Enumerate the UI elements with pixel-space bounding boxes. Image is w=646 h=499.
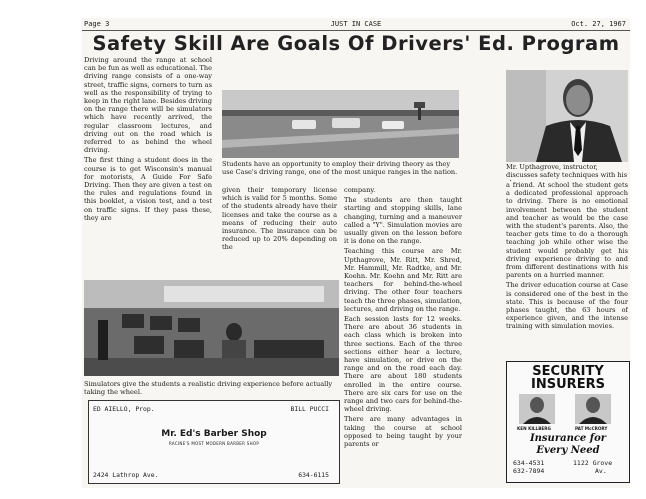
article-column-1 xyxy=(84,56,212,278)
ad-slogan-line-2: Every Need xyxy=(536,445,600,456)
headline: Safety Skill Are Goals Of Drivers' Ed. Program xyxy=(92,32,620,55)
article-paragraph: The driver education course at Case is considered one of the best in the state. This is because of the four phases taught, the 63 hours of experience given, and the intense training with simulation movies. xyxy=(506,281,628,331)
agent-photo xyxy=(519,394,555,424)
agent-name: KEN KILLBERG xyxy=(517,426,551,431)
ad-tagline: RACINE'S MOST MODERN BARBER SHOP xyxy=(168,441,260,446)
ad-phone: 634-4531 xyxy=(513,459,545,467)
newspaper-page xyxy=(82,18,630,488)
article-paragraph: Teaching this course are Mr. Upthagrove, Mr. Ritt, Mr. Shred, Mr. Hammill, Mr. Radtke, and Mr. Koehn. Mr. Koehn and Mr. Ritt are teachers for behind-the-wheel driving. The other four teachers teach the three phases, simulation, lectures, and driving on the range. xyxy=(344,247,462,313)
article-paragraph: The students are then taught starting and stopping skills, lane changing, turning and a maneuver called a "Y". Simulation movies are usually given on the lesson before it is done on the range. xyxy=(344,196,462,246)
page-header xyxy=(82,18,630,31)
photo-caption: Simulators give the students a realistic driving experience before actually taking the wheel. xyxy=(84,380,333,397)
instructor-photo xyxy=(506,70,628,162)
ad-partner: BILL PUCCI xyxy=(290,405,329,413)
ad-slogan-line-1: Insurance for xyxy=(529,433,607,444)
ad-title-line-1: SECURITY xyxy=(532,364,604,379)
article-paragraph: company. xyxy=(344,186,376,194)
newspaper-name: JUST IN CASE xyxy=(330,20,382,28)
insurance-ad xyxy=(506,361,630,483)
driving-range-photo xyxy=(222,90,459,158)
article-paragraph: There are many advantages in taking the course at school opposed to being taught by your parents or xyxy=(344,415,462,449)
ad-address: 2424 Lathrop Ave. xyxy=(93,471,159,479)
article-paragraph: Driving around the range at school can be fun as well as educational. The driving range consists of a one-way street, traffic signs, corners to turn as well as the responsibility of trying to keep in the right lane. Besides driving on the range there will be simulators which have recently arrived, the regular classroom lectures, and driving out on the road which is referred to as behind the wheel driving. xyxy=(84,56,212,155)
barber-shop-ad xyxy=(88,400,340,484)
ad-address: 1122 Grove xyxy=(573,459,613,467)
article-paragraph: Each session lasts for 12 weeks. There are about 36 students in each class which is broken into three sections. Each of the three sections either hear a lecture, have simulation, or drive on the range and on the road each day. There are about 180 students enrolled in the entire course. There are six cars for use on the range and two cars for behind-the-wheel driving. xyxy=(344,315,462,414)
article-paragraph: a friend. At school the student gets a dedicated professional approach to driving. There is no emotional involvement between the student and teacher as would be the case with the student's parents. Also, the teacher gets time to do a thorough teaching job while other wise the student would probably get his driving experience driving to and from different destinations with his parents on a hurried manner. xyxy=(506,181,628,280)
agent-photo xyxy=(575,394,611,424)
article-column-3 xyxy=(344,186,462,478)
ad-title-line-2: INSURERS xyxy=(531,377,605,392)
article-column-2: given their temporary license which is valid for 5 months. Some of the students already have their licenses and take the course as a means of reducing their auto insurance. The insurance can be reduced up to 20% depending on the xyxy=(222,186,337,252)
simulators-photo xyxy=(84,280,339,376)
ad-owner: ED AIELLO, Prop. xyxy=(93,405,155,413)
article-column-4 xyxy=(506,181,628,361)
issue-date: Oct. 27, 1967 xyxy=(571,20,626,28)
page-number: Page 3 xyxy=(84,20,110,28)
photo-caption: Mr. Upthagrove, instructor, discusses safety techniques with his xyxy=(506,163,628,180)
ad-phone: 634-6115 xyxy=(298,471,329,479)
article-paragraph: The first thing a student does in the course is to get Wisconsin's manual for motorists, A Guide For Safe Driving. Then they are given a test on the rules and regulations found in this booklet, a vision test, and a test on traffic signs. If they pass these, they are xyxy=(84,156,212,222)
photo-caption: Students have an opportunity to employ their driving theory as they use Case's driving range, one of the most unique ranges in the nation. xyxy=(222,160,458,177)
ad-phone: 632-7894 xyxy=(513,467,545,475)
ad-business-name: Mr. Ed's Barber Shop xyxy=(161,429,267,439)
ad-address: Av. xyxy=(595,467,607,475)
agent-name: PAT McCRORY xyxy=(575,426,608,431)
